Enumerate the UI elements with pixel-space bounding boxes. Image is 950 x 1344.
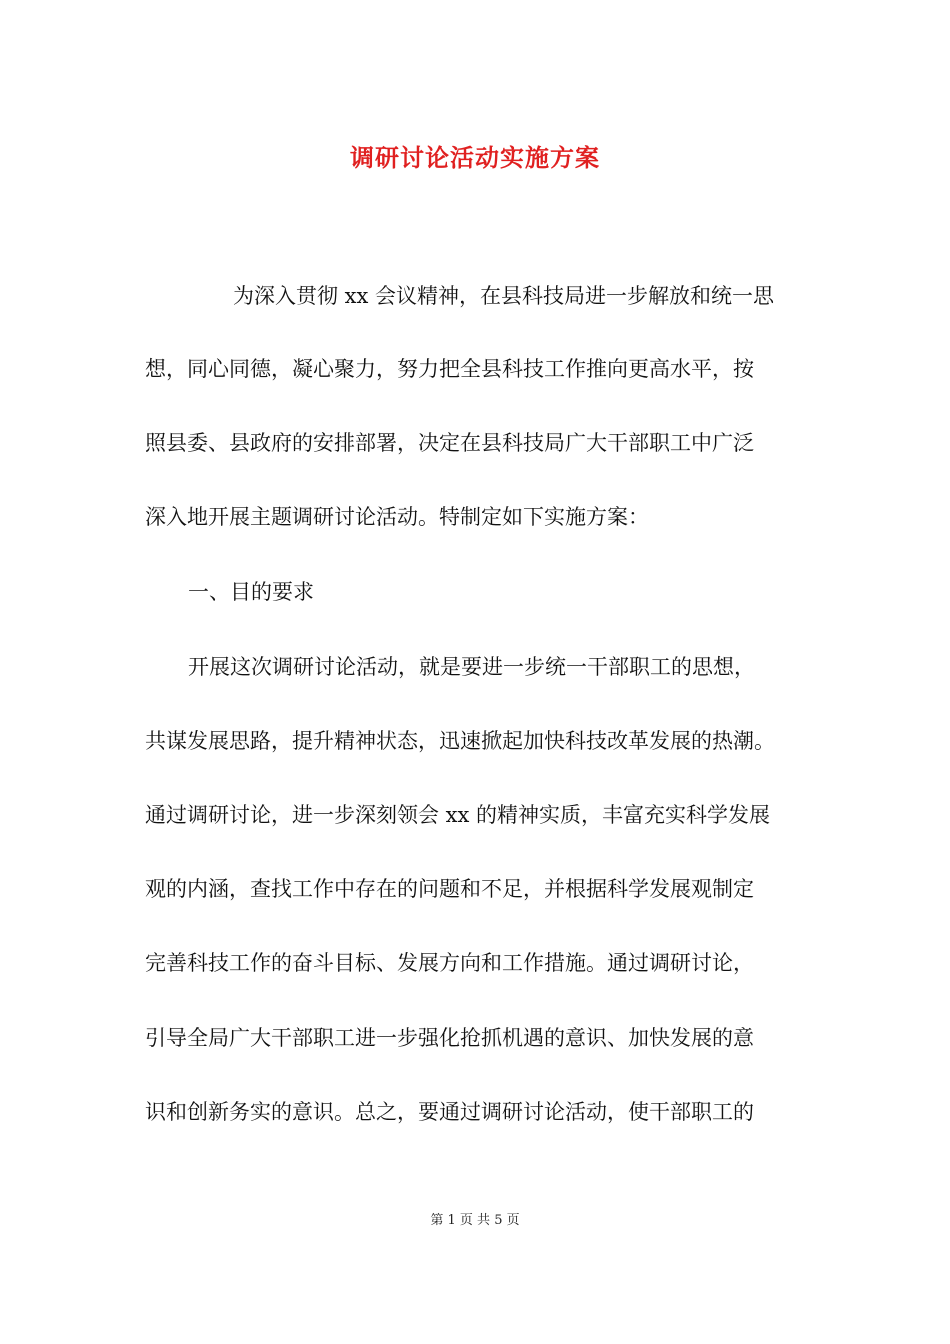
paragraph-line: 想，同心同德，凝心聚力，努力把全县科技工作推向更高水平，按 bbox=[145, 357, 754, 381]
paragraph-line: 通过调研讨论，进一步深刻领会 xx 的精神实质，丰富充实科学发展 bbox=[145, 803, 771, 827]
page-number: 第 1 页 共 5 页 bbox=[430, 1213, 520, 1228]
paragraph-line: 观的内涵，查找工作中存在的问题和不足，并根据科学发展观制定 bbox=[145, 877, 754, 901]
section-heading: 一、目的要求 bbox=[188, 580, 314, 604]
paragraph-line: 深入地开展主题调研讨论活动。特制定如下实施方案： bbox=[145, 505, 649, 529]
paragraph-line: 开展这次调研讨论活动，就是要进一步统一干部职工的思想， bbox=[188, 655, 755, 679]
paragraph-line: 共谋发展思路，提升精神状态，迅速掀起加快科技改革发展的热潮。 bbox=[145, 729, 775, 753]
paragraph-line: 完善科技工作的奋斗目标、发展方向和工作措施。通过调研讨论， bbox=[145, 951, 754, 975]
paragraph-line: 照县委、县政府的安排部署，决定在县科技局广大干部职工中广泛 bbox=[145, 431, 754, 455]
paragraph-line: 识和创新务实的意识。总之，要通过调研讨论活动，使干部职工的 bbox=[145, 1100, 754, 1124]
document-title: 调研讨论活动实施方案 bbox=[350, 143, 600, 172]
paragraph-line: 引导全局广大干部职工进一步强化抢抓机遇的意识、加快发展的意 bbox=[145, 1026, 754, 1050]
paragraph-line: 为深入贯彻 xx 会议精神，在县科技局进一步解放和统一思 bbox=[233, 284, 775, 308]
